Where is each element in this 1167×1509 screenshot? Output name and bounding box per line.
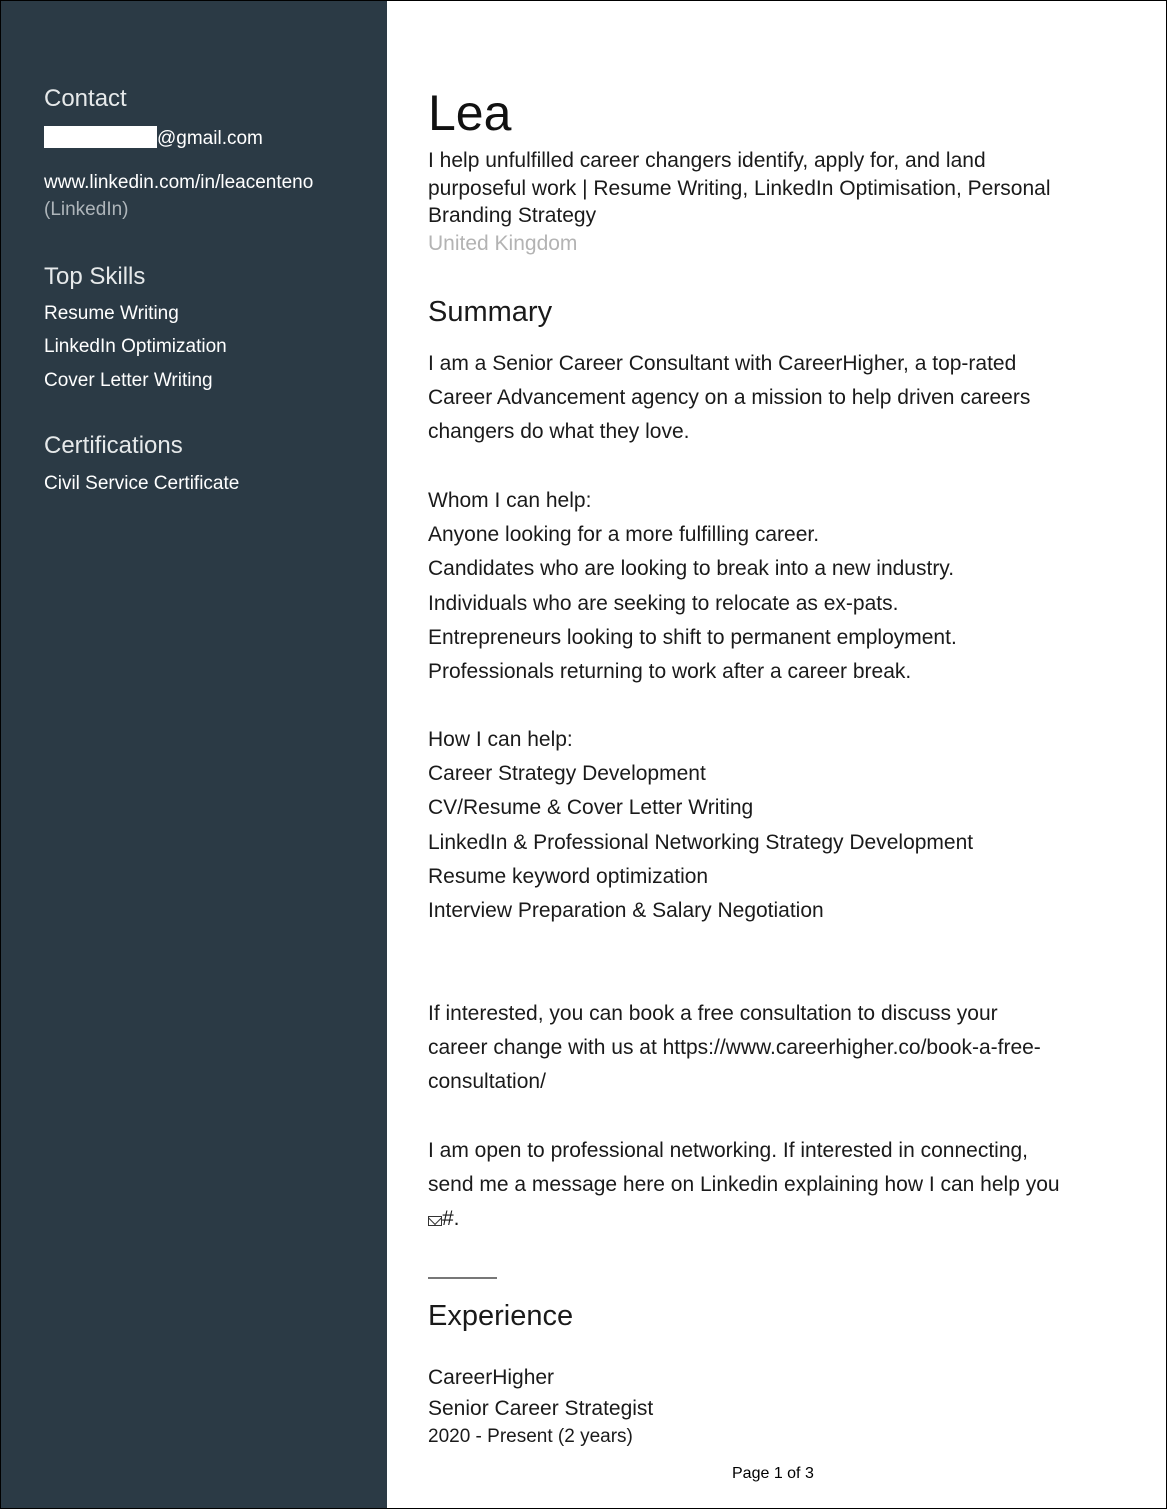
linkedin-label: (LinkedIn) <box>44 199 129 220</box>
skill-item: LinkedIn Optimization <box>44 336 227 357</box>
summary-line: Candidates who are looking to break into a new industry. <box>428 557 955 581</box>
envelope-icon <box>428 1216 442 1226</box>
profile-location: United Kingdom <box>428 232 578 255</box>
summary-network-end: #. <box>442 1207 460 1231</box>
summary-line: Interview Preparation & Salary Negotiation <box>428 899 824 923</box>
skill-item: Resume Writing <box>44 303 179 324</box>
summary-line: Anyone looking for a more fulfilling career. <box>428 523 820 547</box>
profile-name: Lea <box>428 85 512 141</box>
summary-line: consultation/ <box>428 1070 546 1094</box>
summary-line: Career Strategy Development <box>428 762 706 786</box>
contact-email <box>44 126 263 150</box>
headline-line: Branding Strategy <box>428 204 597 227</box>
summary-line: How I can help: <box>428 728 573 751</box>
summary-whom <box>428 484 1128 689</box>
summary-how <box>428 723 1128 928</box>
summary-line: Resume keyword optimization <box>428 864 709 888</box>
skill-item: Cover Letter Writing <box>44 370 213 391</box>
summary-line: Individuals who are seeking to relocate as ex-pats. <box>428 591 899 615</box>
summary-line: If interested, you can book a free consultation to discuss your <box>428 1002 998 1025</box>
summary-line: I am a Senior Career Consultant with CareerHigher, a top-rated <box>428 352 1017 375</box>
headline-line: I help unfulfilled career changers identify, apply for, and land <box>428 149 986 172</box>
summary-line: Career Advancement agency on a mission to help driven careers <box>428 386 1031 410</box>
summary-line-end <box>428 1202 1128 1236</box>
experience-heading: Experience <box>428 1300 574 1332</box>
summary-line: Entrepreneurs looking to shift to permanent employment. <box>428 625 957 649</box>
section-divider <box>428 1277 497 1279</box>
summary-consult <box>428 997 1128 1100</box>
email-redaction <box>44 126 157 148</box>
summary-line: changers do what they love. <box>428 420 690 444</box>
profile-headline <box>428 147 1128 230</box>
summary-line: CV/Resume & Cover Letter Writing <box>428 796 754 820</box>
headline-line: purposeful work | Resume Writing, LinkedIn Optimisation, Personal <box>428 176 1051 200</box>
sidebar <box>1 1 387 1508</box>
top-skills-heading: Top Skills <box>44 263 146 290</box>
contact-heading: Contact <box>44 85 127 112</box>
certification-item: Civil Service Certificate <box>44 473 240 494</box>
experience-company: CareerHigher <box>428 1366 555 1389</box>
summary-line: career change with us at https://www.careerhigher.co/book-a-free- <box>428 1036 1041 1060</box>
summary-line: I am open to professional networking. If interested in connecting, <box>428 1139 1029 1162</box>
summary-line: Whom I can help: <box>428 489 592 512</box>
summary-intro <box>428 347 1128 450</box>
summary-heading: Summary <box>428 296 553 328</box>
experience-dates: 2020 - Present (2 years) <box>428 1426 633 1447</box>
summary-line: Professionals returning to work after a career break. <box>428 660 912 684</box>
summary-line: LinkedIn & Professional Networking Strategy Development <box>428 830 974 854</box>
linkedin-url-link[interactable]: www.linkedin.com/in/leacenteno <box>44 172 314 193</box>
experience-title: Senior Career Strategist <box>428 1397 654 1420</box>
summary-network <box>428 1134 1128 1237</box>
certifications-heading: Certifications <box>44 432 183 459</box>
page-number: Page 1 of 3 <box>732 1465 814 1482</box>
summary-line: send me a message here on Linkedin explaining how I can help you <box>428 1173 1060 1197</box>
email-suffix: @gmail.com <box>157 128 263 149</box>
